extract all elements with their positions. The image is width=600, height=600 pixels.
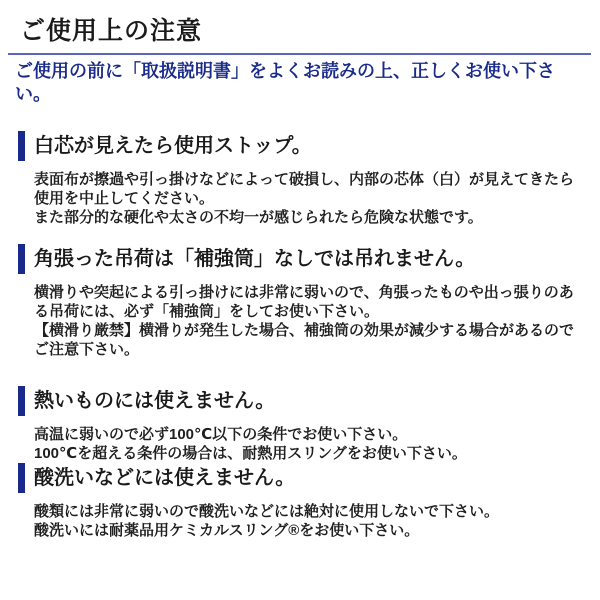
body-line: 酸類には非常に弱いので酸洗いなどには絶対に使用しないで下さい。 [34,503,500,520]
section-hot-objects [18,386,586,463]
body-line: 酸洗いには耐薬品用ケミカルスリング®をお使い下さい。 [34,522,420,539]
section-heading [18,131,586,161]
section-body [34,425,586,463]
section-reinforcement-tube [18,244,586,359]
section-body [34,283,586,359]
section-heading [18,244,586,274]
accent-bar [18,463,25,493]
body-line: 横滑りや突起による引っ掛けには非常に弱いので、角張ったものや出っ張りのあ [34,284,574,301]
section-white-core [18,131,586,227]
body-line: 高温に弱いので必ず100℃以下の条件でお使い下さい。 [34,426,408,443]
section-heading [18,463,586,493]
accent-bar [18,131,25,161]
pre-use-notice: ご使用の前に「取扱説明書」をよくお読みの上、正しくお使い下さい。 [15,61,555,104]
body-line: ご注意下さい。 [34,341,140,358]
body-line: 使用を中止してください。 [34,190,215,207]
title-divider [8,53,591,55]
section-body [34,170,586,227]
section-heading-text: 酸洗いなどには使えません。 [34,467,296,489]
section-body [34,502,586,540]
page-title: ご使用上の注意 [20,17,203,45]
body-line: 100℃を超える条件の場合は、耐熱用スリングをお使い下さい。 [34,445,467,462]
body-line: 【横滑り厳禁】横滑りが発生した場合、補強筒の効果が減少する場合があるので [34,322,575,339]
body-line: る吊荷には、必ず「補強筒」をしてお使い下さい。 [34,303,380,320]
accent-bar [18,386,25,416]
body-line: また部分的な硬化や太さの不均一が感じられたら危険な状態です。 [34,209,483,226]
body-line: 表面布が擦過や引っ掛けなどによって破損し、内部の芯体（白）が見えてきたら [34,171,575,188]
accent-bar [18,244,25,274]
section-heading-text: 白芯が見えたら使用ストップ。 [34,135,312,157]
section-heading-text: 角張った吊荷は「補強筒」なしでは吊れません。 [34,248,476,270]
section-acid-washing [18,463,586,540]
section-heading-text: 熱いものには使えません。 [34,390,276,412]
section-heading [18,386,586,416]
